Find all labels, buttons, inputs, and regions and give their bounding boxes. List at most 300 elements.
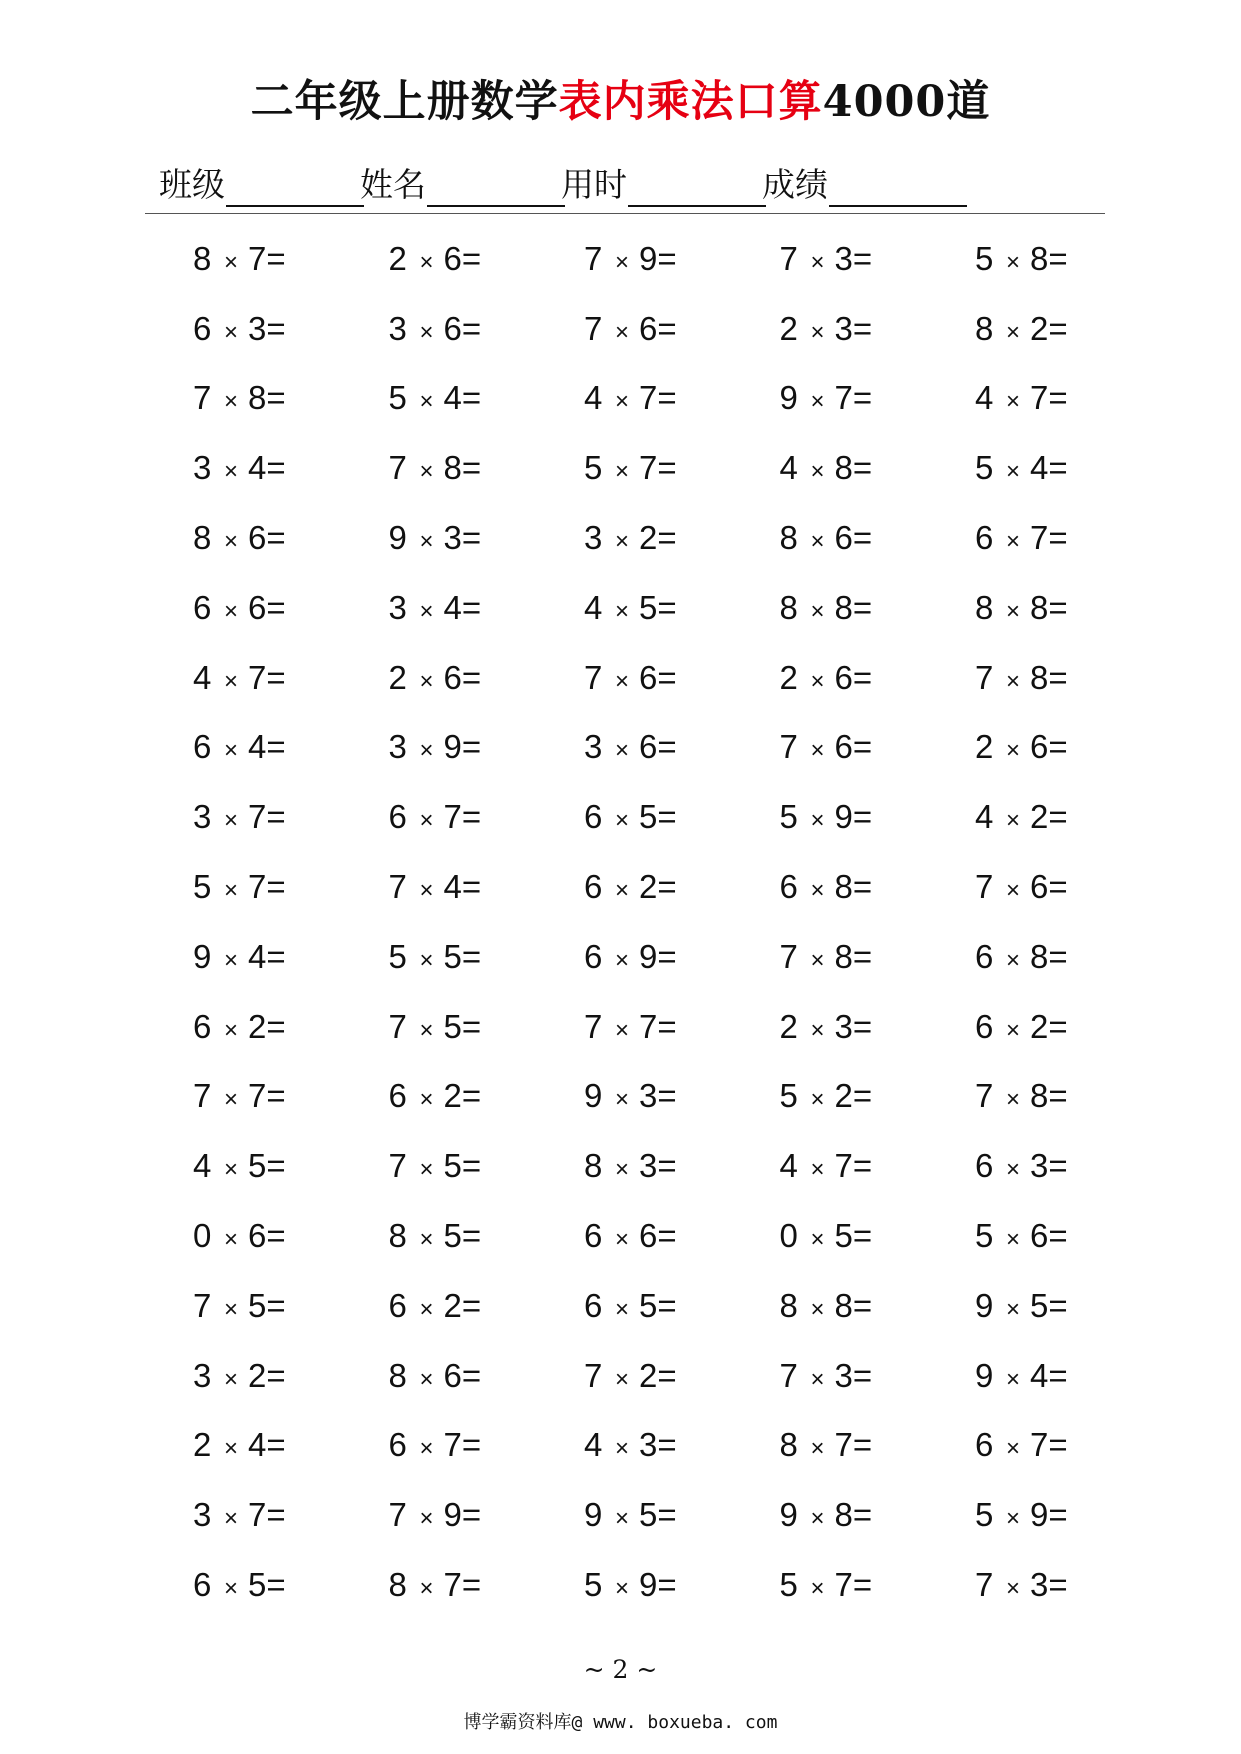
multiply-sign: × — [1005, 1016, 1020, 1044]
multiply-sign: × — [223, 877, 238, 905]
second-factor: 6 — [834, 519, 853, 557]
first-factor: 6 — [975, 937, 994, 975]
second-factor: 2 — [1030, 1007, 1049, 1045]
problem — [975, 240, 1171, 278]
second-factor: 3 — [1030, 1147, 1049, 1185]
second-factor: 5 — [248, 1147, 267, 1185]
first-factor: 9 — [388, 519, 407, 557]
second-factor: 2 — [1030, 309, 1049, 347]
problem — [780, 1287, 976, 1325]
problem-row — [193, 1411, 1173, 1481]
problem — [584, 728, 780, 766]
first-factor: 5 — [779, 1566, 798, 1604]
problem — [584, 798, 780, 836]
problem — [780, 1426, 976, 1464]
first-factor: 5 — [975, 449, 994, 487]
second-factor: 2 — [834, 1077, 853, 1115]
equals-sign: = — [266, 1007, 286, 1045]
second-factor: 2 — [639, 868, 658, 906]
first-factor: 6 — [193, 1007, 212, 1045]
equals-sign: = — [461, 588, 482, 626]
multiply-sign: × — [1005, 1226, 1020, 1254]
equals-sign: = — [657, 937, 677, 975]
equals-sign: = — [266, 449, 286, 487]
problem — [389, 868, 585, 906]
multiply-sign: × — [614, 1295, 629, 1323]
first-factor: 7 — [584, 309, 603, 347]
multiply-sign: × — [1005, 1435, 1020, 1463]
equals-sign: = — [266, 937, 286, 975]
equals-sign: = — [657, 1286, 677, 1324]
problem — [389, 798, 585, 836]
multiply-sign: × — [1005, 528, 1020, 556]
worksheet-title — [0, 72, 1241, 132]
equals-sign: = — [657, 1077, 677, 1115]
equals-sign: = — [852, 1426, 873, 1464]
multiply-sign: × — [1005, 877, 1020, 905]
equals-sign: = — [266, 1426, 286, 1464]
problem — [975, 449, 1171, 487]
equals-sign: = — [657, 658, 677, 696]
multiply-sign: × — [810, 1016, 825, 1044]
first-factor: 8 — [975, 309, 994, 347]
problem — [584, 1217, 780, 1255]
problem — [975, 1357, 1171, 1395]
second-factor: 6 — [1030, 868, 1049, 906]
equals-sign: = — [852, 798, 873, 836]
multiply-sign: × — [419, 737, 434, 765]
second-factor: 3 — [834, 309, 853, 347]
multiply-sign: × — [614, 1016, 629, 1044]
multiply-sign: × — [419, 528, 434, 556]
equals-sign: = — [461, 1286, 482, 1324]
student-info-row — [145, 160, 1105, 210]
multiply-sign: × — [223, 1575, 238, 1603]
problem — [780, 728, 976, 766]
second-factor: 9 — [639, 239, 658, 277]
first-factor: 9 — [584, 1077, 603, 1115]
equals-sign: = — [657, 1007, 677, 1045]
problem — [389, 1077, 585, 1115]
score-label: 成绩 — [762, 165, 828, 204]
multiply-sign: × — [223, 1295, 238, 1323]
multiply-sign: × — [614, 877, 629, 905]
first-factor: 7 — [193, 1286, 212, 1324]
problem — [584, 1008, 780, 1046]
equals-sign: = — [1048, 728, 1068, 766]
second-factor: 6 — [834, 728, 853, 766]
first-factor: 7 — [388, 1147, 407, 1185]
second-factor: 2 — [248, 1356, 267, 1394]
equals-sign: = — [266, 1217, 286, 1255]
equals-sign: = — [461, 798, 482, 836]
equals-sign: = — [266, 868, 286, 906]
equals-sign: = — [461, 1217, 482, 1255]
first-factor: 8 — [779, 1426, 798, 1464]
equals-sign: = — [1048, 379, 1068, 417]
first-factor: 6 — [584, 868, 603, 906]
equals-sign: = — [852, 1356, 873, 1394]
multiply-sign: × — [614, 946, 629, 974]
problem — [975, 798, 1171, 836]
second-factor: 6 — [639, 309, 658, 347]
problem — [780, 659, 976, 697]
first-factor: 6 — [388, 1286, 407, 1324]
first-factor: 6 — [193, 1566, 212, 1604]
first-factor: 4 — [584, 588, 603, 626]
equals-sign: = — [852, 239, 873, 277]
equals-sign: = — [266, 1077, 286, 1115]
problem — [584, 240, 780, 278]
equals-sign: = — [266, 379, 286, 417]
second-factor: 2 — [443, 1286, 462, 1324]
equals-sign: = — [1048, 1077, 1068, 1115]
problem — [975, 1287, 1171, 1325]
first-factor: 3 — [193, 1496, 212, 1534]
multiply-sign: × — [223, 1086, 238, 1114]
second-factor: 8 — [834, 868, 853, 906]
equals-sign: = — [461, 1426, 482, 1464]
problem — [975, 379, 1171, 417]
first-factor: 2 — [779, 658, 798, 696]
multiply-sign: × — [1005, 388, 1020, 416]
second-factor: 7 — [443, 1566, 462, 1604]
first-factor: 2 — [388, 239, 407, 277]
multiply-sign: × — [810, 1086, 825, 1114]
multiply-sign: × — [614, 597, 629, 625]
second-factor: 8 — [834, 937, 853, 975]
equals-sign: = — [1048, 868, 1068, 906]
problem — [975, 310, 1171, 348]
second-factor: 8 — [834, 449, 853, 487]
second-factor: 7 — [443, 1426, 462, 1464]
multiply-sign: × — [1005, 667, 1020, 695]
multiply-sign: × — [614, 1575, 629, 1603]
name-blank — [427, 205, 565, 207]
equals-sign: = — [461, 937, 482, 975]
first-factor: 7 — [584, 239, 603, 277]
first-factor: 3 — [193, 1356, 212, 1394]
problem — [975, 1566, 1171, 1604]
problem — [389, 728, 585, 766]
multiply-sign: × — [810, 807, 825, 835]
second-factor: 6 — [248, 588, 267, 626]
first-factor: 7 — [975, 658, 994, 696]
equals-sign: = — [461, 658, 482, 696]
footer-watermark: 博学霸资料库@ www. boxueba. com — [463, 1712, 778, 1733]
second-factor: 6 — [248, 1217, 267, 1255]
first-factor: 5 — [388, 379, 407, 417]
multiply-sign: × — [810, 388, 825, 416]
problem — [389, 240, 585, 278]
second-factor: 7 — [248, 798, 267, 836]
equals-sign: = — [1048, 1356, 1068, 1394]
multiply-sign: × — [223, 597, 238, 625]
equals-sign: = — [657, 728, 677, 766]
problem — [584, 1566, 780, 1604]
first-factor: 7 — [779, 239, 798, 277]
equals-sign: = — [852, 1286, 873, 1324]
equals-sign: = — [461, 309, 482, 347]
second-factor: 4 — [443, 588, 462, 626]
second-factor: 6 — [443, 1356, 462, 1394]
multiply-sign: × — [1005, 458, 1020, 486]
first-factor: 9 — [975, 1286, 994, 1324]
equals-sign: = — [266, 588, 286, 626]
second-factor: 7 — [1030, 1426, 1049, 1464]
first-factor: 5 — [193, 868, 212, 906]
second-factor: 9 — [639, 937, 658, 975]
problem-row — [193, 1480, 1173, 1550]
first-factor: 3 — [388, 728, 407, 766]
problem — [584, 659, 780, 697]
second-factor: 3 — [248, 309, 267, 347]
first-factor: 8 — [388, 1566, 407, 1604]
first-factor: 6 — [388, 1077, 407, 1115]
multiply-sign: × — [810, 1295, 825, 1323]
second-factor: 8 — [834, 1496, 853, 1534]
second-factor: 5 — [248, 1566, 267, 1604]
multiply-sign: × — [810, 1435, 825, 1463]
second-factor: 2 — [1030, 798, 1049, 836]
equals-sign: = — [1048, 658, 1068, 696]
second-factor: 8 — [1030, 658, 1049, 696]
equals-sign: = — [657, 588, 677, 626]
multiply-sign: × — [223, 946, 238, 974]
first-factor: 6 — [975, 1007, 994, 1045]
second-factor: 9 — [443, 728, 462, 766]
problem — [780, 240, 976, 278]
second-factor: 6 — [639, 1217, 658, 1255]
equals-sign: = — [657, 1147, 677, 1185]
equals-sign: = — [461, 239, 482, 277]
first-factor: 7 — [584, 1007, 603, 1045]
second-factor: 5 — [443, 1007, 462, 1045]
problem — [780, 519, 976, 557]
equals-sign: = — [461, 519, 482, 557]
multiply-sign: × — [1005, 1156, 1020, 1184]
first-factor: 6 — [388, 1426, 407, 1464]
problem — [975, 659, 1171, 697]
multiply-sign: × — [810, 597, 825, 625]
equals-sign: = — [852, 379, 873, 417]
multiply-sign: × — [810, 458, 825, 486]
first-factor: 7 — [975, 1077, 994, 1115]
equals-sign: = — [657, 1496, 677, 1534]
problem — [584, 589, 780, 627]
equals-sign: = — [852, 1007, 873, 1045]
multiply-sign: × — [223, 737, 238, 765]
multiply-sign: × — [419, 946, 434, 974]
multiply-sign: × — [810, 1505, 825, 1533]
multiply-sign: × — [810, 528, 825, 556]
problem — [584, 1147, 780, 1185]
second-factor: 4 — [443, 868, 462, 906]
equals-sign: = — [461, 868, 482, 906]
multiply-sign: × — [223, 807, 238, 835]
problem — [975, 1147, 1171, 1185]
equals-sign: = — [852, 937, 873, 975]
second-factor: 8 — [1030, 937, 1049, 975]
problem-row — [193, 922, 1173, 992]
equals-sign: = — [266, 1147, 286, 1185]
problem — [584, 868, 780, 906]
problem-row — [193, 503, 1173, 573]
multiply-sign: × — [223, 1016, 238, 1044]
second-factor: 4 — [1030, 1356, 1049, 1394]
first-factor: 9 — [779, 1496, 798, 1534]
problem — [193, 728, 389, 766]
equals-sign: = — [1048, 1007, 1068, 1045]
multiply-sign: × — [614, 807, 629, 835]
equals-sign: = — [461, 449, 482, 487]
second-factor: 7 — [248, 658, 267, 696]
first-factor: 7 — [584, 1356, 603, 1394]
score-blank — [829, 205, 967, 207]
problem-row — [193, 643, 1173, 713]
second-factor: 8 — [834, 1286, 853, 1324]
problem — [975, 1008, 1171, 1046]
problem — [780, 1357, 976, 1395]
equals-sign: = — [852, 449, 873, 487]
second-factor: 7 — [639, 1007, 658, 1045]
problem — [193, 659, 389, 697]
problem — [389, 1287, 585, 1325]
second-factor: 2 — [639, 1356, 658, 1394]
problem — [975, 1496, 1171, 1534]
equals-sign: = — [1048, 1566, 1068, 1604]
second-factor: 4 — [248, 449, 267, 487]
second-factor: 4 — [248, 728, 267, 766]
problem — [584, 1496, 780, 1534]
equals-sign: = — [1048, 1496, 1068, 1534]
equals-sign: = — [1048, 798, 1068, 836]
second-factor: 9 — [443, 1496, 462, 1534]
equals-sign: = — [852, 1077, 873, 1115]
second-factor: 8 — [834, 588, 853, 626]
second-factor: 6 — [639, 728, 658, 766]
equals-sign: = — [266, 1566, 286, 1604]
problem — [975, 868, 1171, 906]
equals-sign: = — [657, 309, 677, 347]
time-blank — [628, 205, 766, 207]
problem-row — [193, 1271, 1173, 1341]
multiply-sign: × — [810, 318, 825, 346]
multiply-sign: × — [810, 946, 825, 974]
multiply-sign: × — [419, 667, 434, 695]
second-factor: 5 — [443, 1217, 462, 1255]
first-factor: 2 — [388, 658, 407, 696]
problem — [389, 449, 585, 487]
second-factor: 7 — [834, 379, 853, 417]
first-factor: 6 — [975, 519, 994, 557]
equals-sign: = — [461, 1496, 482, 1534]
multiply-sign: × — [223, 388, 238, 416]
multiply-sign: × — [419, 877, 434, 905]
equals-sign: = — [266, 658, 286, 696]
second-factor: 5 — [639, 1496, 658, 1534]
multiply-sign: × — [614, 1435, 629, 1463]
equals-sign: = — [1048, 937, 1068, 975]
second-factor: 6 — [443, 658, 462, 696]
multiply-sign: × — [1005, 597, 1020, 625]
first-factor: 4 — [193, 1147, 212, 1185]
problem — [389, 1426, 585, 1464]
multiply-sign: × — [223, 1156, 238, 1184]
first-factor: 8 — [584, 1147, 603, 1185]
second-factor: 3 — [834, 239, 853, 277]
equals-sign: = — [852, 1496, 873, 1534]
problem — [780, 1077, 976, 1115]
equals-sign: = — [266, 1496, 286, 1534]
second-factor: 5 — [639, 1286, 658, 1324]
second-factor: 5 — [834, 1217, 853, 1255]
problem — [780, 868, 976, 906]
first-factor: 5 — [584, 449, 603, 487]
problem-row — [193, 294, 1173, 364]
multiply-sign: × — [614, 1226, 629, 1254]
first-factor: 0 — [193, 1217, 212, 1255]
problem — [780, 1566, 976, 1604]
page-number: ~ 2 ~ — [583, 1655, 658, 1684]
second-factor: 7 — [248, 1496, 267, 1534]
multiply-sign: × — [419, 807, 434, 835]
multiply-sign: × — [223, 667, 238, 695]
problem-row — [193, 573, 1173, 643]
problem — [193, 1287, 389, 1325]
second-factor: 4 — [1030, 449, 1049, 487]
equals-sign: = — [1048, 1426, 1068, 1464]
problem — [389, 1147, 585, 1185]
equals-sign: = — [657, 1566, 677, 1604]
multiply-sign: × — [223, 1505, 238, 1533]
first-factor: 7 — [388, 449, 407, 487]
equals-sign: = — [1048, 449, 1068, 487]
problem — [389, 310, 585, 348]
first-factor: 8 — [779, 588, 798, 626]
equals-sign: = — [266, 728, 286, 766]
problem-row — [193, 992, 1173, 1062]
problem — [975, 1217, 1171, 1255]
second-factor: 6 — [248, 519, 267, 557]
second-factor: 3 — [639, 1147, 658, 1185]
equals-sign: = — [1048, 519, 1068, 557]
second-factor: 5 — [443, 1147, 462, 1185]
multiply-sign: × — [419, 318, 434, 346]
multiply-sign: × — [614, 1505, 629, 1533]
equals-sign: = — [852, 309, 873, 347]
second-factor: 8 — [248, 379, 267, 417]
problem — [389, 938, 585, 976]
first-factor: 7 — [388, 1007, 407, 1045]
problem-row — [193, 1341, 1173, 1411]
first-factor: 7 — [779, 728, 798, 766]
first-factor: 5 — [388, 937, 407, 975]
first-factor: 5 — [975, 1217, 994, 1255]
problem — [193, 1496, 389, 1534]
equals-sign: = — [1048, 1217, 1068, 1255]
multiply-sign: × — [419, 458, 434, 486]
equals-sign: = — [657, 449, 677, 487]
problem-row — [193, 433, 1173, 503]
first-factor: 6 — [193, 309, 212, 347]
second-factor: 4 — [443, 379, 462, 417]
first-factor: 2 — [779, 1007, 798, 1045]
problem — [389, 1217, 585, 1255]
first-factor: 8 — [388, 1356, 407, 1394]
multiply-sign: × — [1005, 1575, 1020, 1603]
problem-row — [193, 1131, 1173, 1201]
